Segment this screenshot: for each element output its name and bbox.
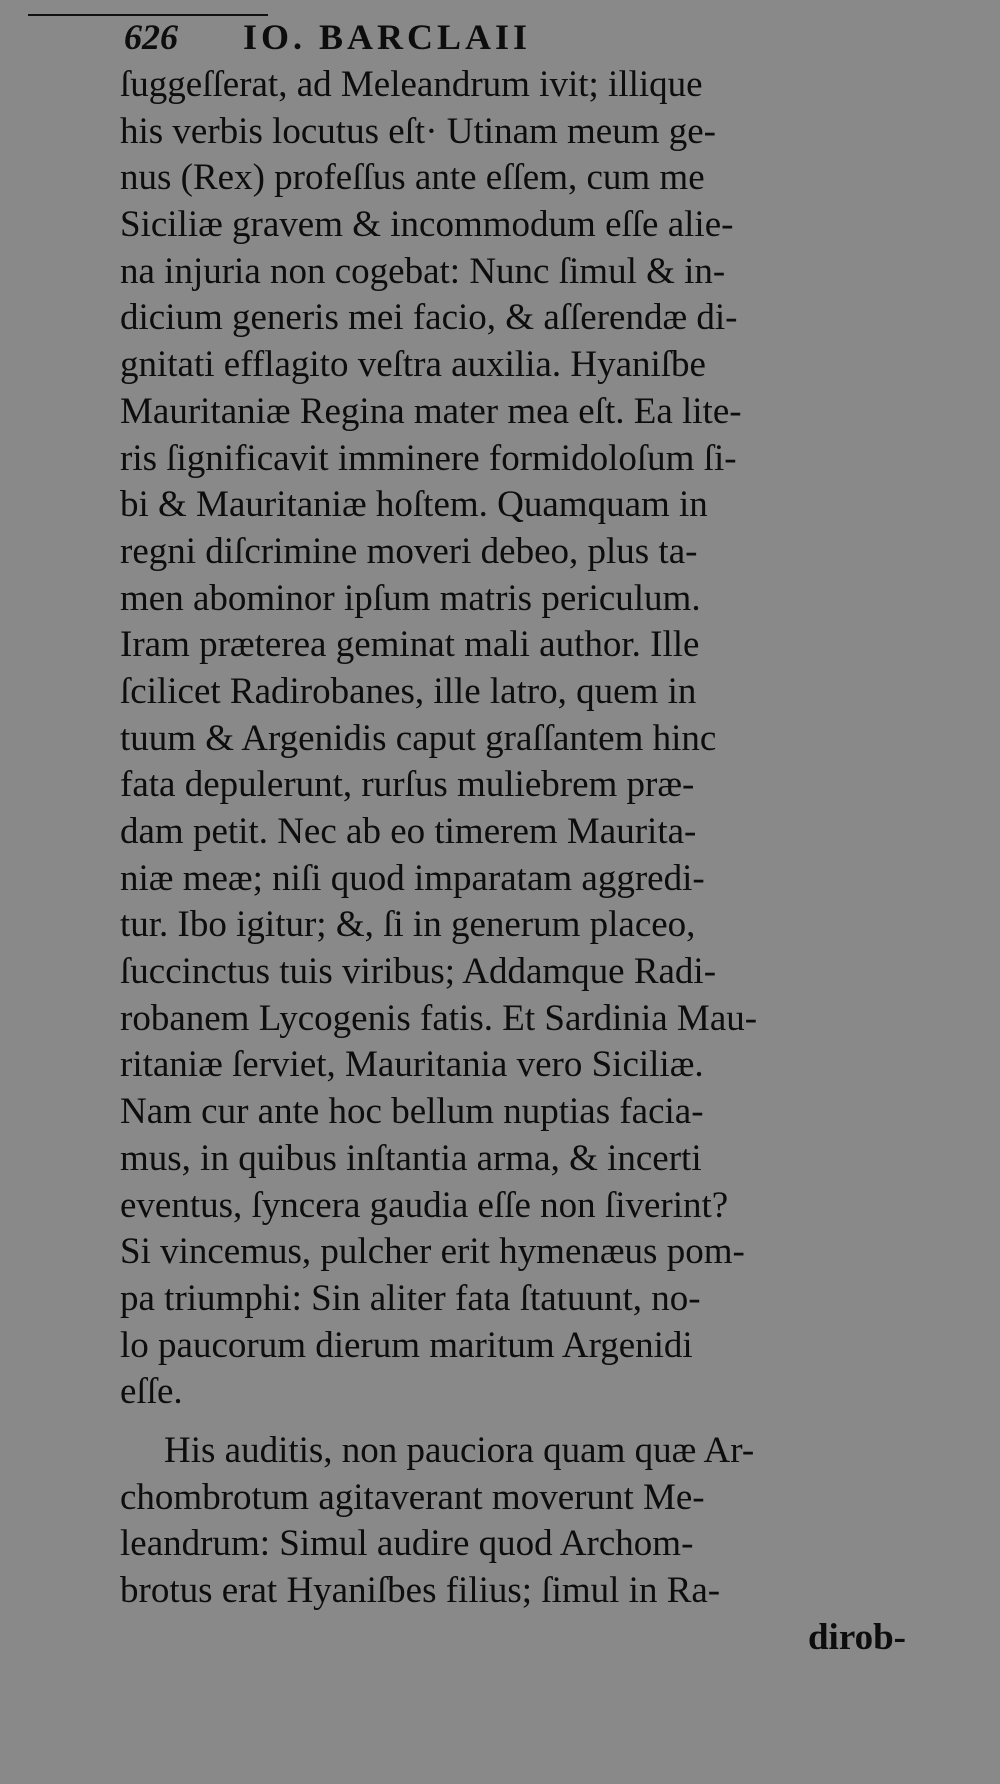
text-line: Nam cur ante hoc bellum nuptias facia- xyxy=(120,1091,704,1133)
text-line: Siciliæ gravem & incommodum eſſe alie- xyxy=(120,204,734,246)
text-line: lo paucorum dierum maritum Argenidi xyxy=(120,1324,693,1366)
text-line: his verbis locutus eſt· Utinam meum ge- xyxy=(120,110,716,152)
text-line: Iram præterea geminat mali author. Ille xyxy=(120,624,700,666)
text-line: tur. Ibo igitur; &, ſi in generum placeo, xyxy=(120,904,696,946)
text-line: ritaniæ ſerviet, Mauritania vero Siciliæ. xyxy=(120,1044,704,1086)
body-text xyxy=(120,62,910,1661)
text-line: eventus, ſyncera gaudia eſſe non ſiverint? xyxy=(120,1184,729,1226)
text-line: mus, in quibus inſtantia arma, & incerti xyxy=(120,1137,702,1179)
text-line: dam petit. Nec ab eo timerem Maurita- xyxy=(120,811,697,852)
text-line: brotus erat Hyaniſbes filius; ſimul in Ra- xyxy=(120,1570,721,1611)
text-line: leandrum: Simul audire quod Archom- xyxy=(120,1523,694,1565)
text-line: regni diſcrimine moveri debeo, plus ta- xyxy=(120,530,698,572)
text-line: Mauritaniæ Regina mater mea eſt. Ea lite- xyxy=(120,390,742,432)
text-line: dicium generis mei facio, & aſſerendæ di- xyxy=(120,297,738,339)
text-line: nus (Rex) profeſſus ante eſſem, cum me xyxy=(120,157,705,199)
paragraph-gap xyxy=(120,1416,910,1428)
text-line: tuum & Argenidis caput graſſantem hinc xyxy=(120,717,717,759)
running-title: IO. BARCLAII xyxy=(243,17,532,57)
text-line: His auditis, non pauciora quam quæ Ar- xyxy=(164,1429,755,1471)
text-line: eſſe. xyxy=(120,1371,183,1413)
text-line: ſuccinctus tuis viribus; Addamque Radi- xyxy=(120,951,717,993)
page-number: 626 xyxy=(124,17,178,57)
text-line: ſcilicet Radirobanes, ille latro, quem in xyxy=(120,670,697,712)
running-head xyxy=(124,14,764,60)
text-line: bi & Mauritaniæ hoſtem. Quamquam in xyxy=(120,484,708,526)
text-line: robanem Lycogenis fatis. Et Sardinia Mau- xyxy=(120,997,758,1039)
catchword: dirob- xyxy=(807,1616,906,1658)
text-line: chombrotum agitaverant moverunt Me- xyxy=(120,1476,705,1518)
text-line: men abominor ipſum matris periculum. xyxy=(120,577,701,619)
text-line: fata depulerunt, rurſus muliebrem præ- xyxy=(120,764,695,806)
text-line: Si vincemus, pulcher erit hymenæus pom- xyxy=(120,1231,745,1273)
text-line: ſuggeſſerat, ad Meleandrum ivit; illique xyxy=(120,64,703,105)
text-line: niæ meæ; niſi quod imparatam aggredi- xyxy=(120,857,705,899)
text-line: gnitati efflagito veſtra auxilia. Hyaniſbe xyxy=(120,344,706,386)
text-line: ris ſignificavit imminere formidoloſum ſi- xyxy=(120,437,737,479)
text-line: na injuria non cogebat: Nunc ſimul & in- xyxy=(120,250,726,292)
text-line: pa triumphi: Sin aliter fata ſtatuunt, no- xyxy=(120,1277,701,1319)
